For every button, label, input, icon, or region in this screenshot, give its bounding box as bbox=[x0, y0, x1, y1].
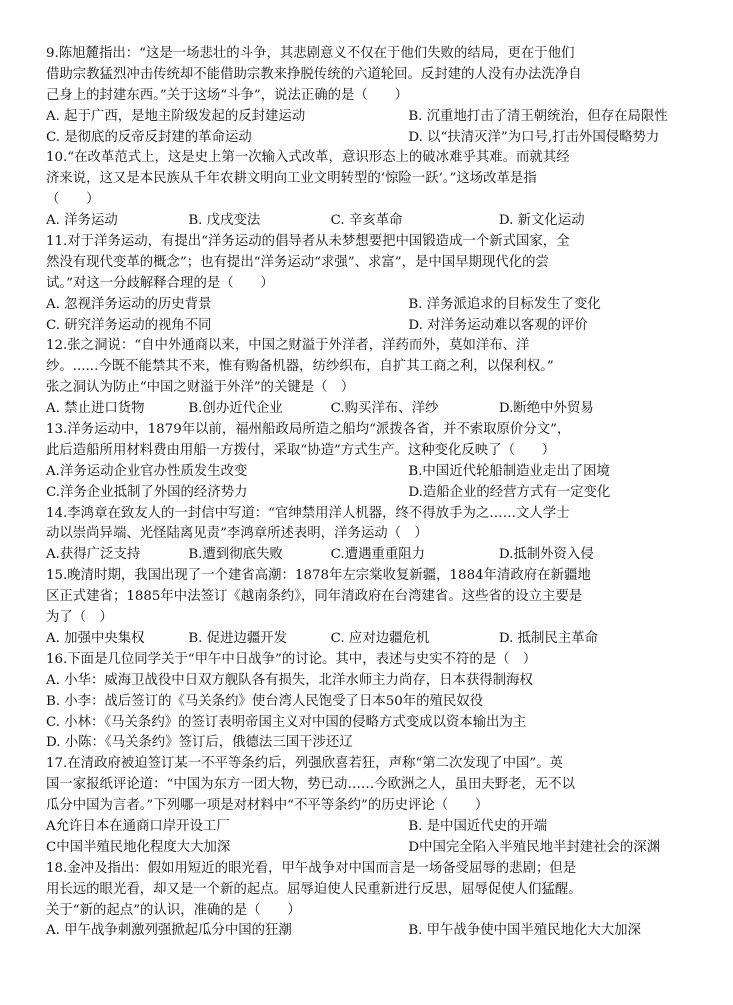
option-a: A允许日本在通商口岸开设工厂 bbox=[46, 818, 230, 834]
option-d: D.断绝中外贸易 bbox=[498, 401, 594, 417]
option-b: B. 洋务派追求的目标发生了变化 bbox=[408, 296, 601, 312]
option-a: A.洋务运动企业官办性质发生改变 bbox=[46, 463, 248, 479]
option-row bbox=[46, 629, 693, 650]
option-row bbox=[46, 483, 693, 504]
question-text: 16.下面是几位同学关于“甲午中日战争”的讨论。其中，表述与史实不符的是（ ） bbox=[46, 651, 537, 667]
option-a: A. 禁止进口货物 bbox=[46, 401, 145, 417]
question-text: 12.张之洞说：“自中外通商以来，中国之财溢于外洋者，洋药而外，莫如洋布、洋 bbox=[46, 338, 530, 354]
option-c: C.遭遇重重阻力 bbox=[330, 547, 426, 563]
question-text: 关于“新的起点”的认识，准确的是（ ） bbox=[46, 902, 301, 918]
option-row bbox=[46, 316, 693, 337]
option-a: A. 起于广西，是地主阶级发起的反封建运动 bbox=[46, 108, 306, 124]
option-c: C.购买洋布、洋纱 bbox=[330, 401, 439, 417]
question-text: 试。”对这一分歧解释合理的是（ ） bbox=[46, 275, 274, 291]
option-b: B. 是中国近代史的开端 bbox=[408, 818, 548, 834]
question-text: 济来说，这又是本民族从千年农耕文明向工业文明转型的‘惊险一跃’。”这场改革是指 bbox=[46, 171, 537, 187]
question-text: 借助宗教猛烈冲击传统却不能借助宗教来挣脱传统的六道轮回。反封建的人没有办法洗净自 bbox=[46, 66, 582, 82]
option-a: A. 加强中央集权 bbox=[46, 630, 145, 646]
option-row bbox=[46, 462, 693, 483]
option-row bbox=[46, 921, 693, 942]
question-text: 己身上的封建东西。”关于这场“斗争”，说法正确的是（ ） bbox=[46, 87, 408, 103]
option-row bbox=[46, 817, 693, 838]
option-d: D. 对洋务运动难以客观的评价 bbox=[408, 317, 588, 333]
question-15 bbox=[46, 566, 693, 650]
question-text: 纱。......今既不能禁其不来，惟有购备机器，纺纱织布，自扩其工商之利，以保利权。” bbox=[46, 359, 554, 375]
option-c: C. 小林：《马关条约》的签订表明帝国主义对中国的侵略方式变成以资本输出为主 bbox=[46, 714, 527, 730]
question-text: 11.对于洋务运动，有提出“洋务运动的倡导者从未梦想要把中国锻造成一个新式国家，全 bbox=[46, 234, 570, 250]
question-text: 然没有现代变革的概念”；也有提出“洋务运动“求强”、求富”，是中国早期现代化的尝 bbox=[46, 254, 549, 270]
option-a: A. 洋务运动 bbox=[46, 213, 118, 229]
question-text: 瓜分中国为言者。”下列哪一项是对材料中“不平等条约”的历史评论（ ） bbox=[46, 798, 489, 814]
question-text: 18.金冲及指出：假如用短近的眼光看，甲午战争对中国而言是一场备受屈辱的悲剧；但是 bbox=[46, 860, 577, 876]
option-a: A. 忽视洋务运动的历史背景 bbox=[46, 296, 212, 312]
option-a: A. 小华：威海卫战役中日双方舰队各有损失，北洋水师主力尚存，日本获得制海权 bbox=[46, 672, 533, 688]
option-row bbox=[46, 838, 693, 859]
option-a: A. 甲午战争刺激列强掀起瓜分中国的狂潮 bbox=[46, 923, 292, 939]
question-18 bbox=[46, 859, 693, 943]
question-text: 15.晚清时期，我国出现了一个建省高潮：1878年左宗棠收复新疆，1884年清政府在新疆地 bbox=[46, 568, 591, 584]
option-row bbox=[46, 545, 693, 566]
question-text: 动以崇尚异端、光怪陆离见责”李鸿章所述表明，洋务运动（ ） bbox=[46, 526, 428, 542]
question-12 bbox=[46, 336, 693, 420]
option-row bbox=[46, 399, 693, 420]
option-c: C. 应对边疆危机 bbox=[330, 630, 430, 646]
option-row bbox=[46, 211, 693, 232]
option-d: D中国完全陷入半殖民地半封建社会的深渊 bbox=[408, 839, 661, 855]
question-14 bbox=[46, 504, 693, 567]
option-d: D.抵制外资入侵 bbox=[498, 547, 594, 563]
question-text: 此后造船所用材料费由用船一方拨付，采取“协造”方式生产。这种变化反映了（ ） bbox=[46, 442, 556, 458]
option-d: D. 新文化运动 bbox=[498, 213, 585, 229]
option-b: B. 小李：战后签订的《马关条约》使台湾人民饱受了日本50年的殖民奴役 bbox=[46, 693, 484, 709]
option-d: D. 以“扶清灭洋”为口号,打击外国侵略势力 bbox=[408, 129, 660, 145]
option-a: A.获得广泛支持 bbox=[46, 547, 141, 563]
option-d: D.造船企业的经营方式有一定变化 bbox=[408, 484, 611, 500]
option-d: D. 小陈：《马关条约》签订后，俄德法三国干涉还辽 bbox=[46, 735, 353, 751]
option-row bbox=[46, 295, 693, 316]
option-c: C.洋务企业抵制了外国的经济势力 bbox=[46, 484, 248, 500]
question-text: 用长远的眼光看，却又是一个新的起点。屈辱迫使人民重新进行反思，屈辱促使人们猛醒。 bbox=[46, 881, 582, 897]
question-text: 14.李鸿章在致友人的一封信中写道：“官绅禁用洋人机器，终不得放手为之……文人学士 bbox=[46, 505, 570, 521]
option-c: C中国半殖民地化程度大大加深 bbox=[46, 839, 231, 855]
question-11 bbox=[46, 232, 693, 336]
option-b: B. 戊戌变法 bbox=[188, 213, 261, 229]
option-b: B. 促进边疆开发 bbox=[188, 630, 288, 646]
option-c: C. 研究洋务运动的视角不同 bbox=[46, 317, 212, 333]
question-10 bbox=[46, 148, 693, 232]
question-13 bbox=[46, 420, 693, 504]
option-b: B. 沉重地打击了清王朝统治，但存在局限性 bbox=[408, 108, 668, 124]
question-16 bbox=[46, 650, 693, 754]
question-text: 13.洋务运动中，1879年以前，福州船政局所造之船均“派拨各省，并不索取原价分文”， bbox=[46, 422, 571, 438]
option-b: B.遭到彻底失败 bbox=[188, 547, 283, 563]
question-text: 为了（ ） bbox=[46, 610, 113, 626]
option-c: C. 是彻底的反帝反封建的革命运动 bbox=[46, 129, 252, 145]
option-row bbox=[46, 128, 693, 149]
question-text: 国一家报纸评论道：“中国为东方一团大物，势已动……今欧洲之人，虽田夫野老，无不以 bbox=[46, 777, 576, 793]
question-text: 17.在清政府被迫签订某一不平等条约后，列强欣喜若狂，声称“第二次发现了中国”。英 bbox=[46, 756, 564, 772]
option-b: B. 甲午战争使中国半殖民地化大大加深 bbox=[408, 923, 641, 939]
option-row bbox=[46, 107, 693, 128]
question-text: 区正式建省；1885年中法签订《越南条约》，同年清政府在台湾建省。这些省的设立主要是 bbox=[46, 589, 583, 605]
option-d: D. 抵制民主革命 bbox=[498, 630, 598, 646]
question-17 bbox=[46, 754, 693, 858]
option-b: B.创办近代企业 bbox=[188, 401, 283, 417]
question-text: （ ） bbox=[46, 192, 100, 208]
option-b: B.中国近代轮船制造业走出了困境 bbox=[408, 463, 610, 479]
question-text: 10.“在改革范式上，这是史上第一次输入式改革，意识形态上的破冰难乎其难。而就其经 bbox=[46, 150, 570, 166]
question-text: 9.陈旭麓指出：“这是一场悲壮的斗争，其悲剧意义不仅在于他们失败的结局，更在于他们 bbox=[46, 46, 575, 61]
question-9 bbox=[46, 44, 693, 148]
option-c: C. 辛亥革命 bbox=[330, 213, 403, 229]
question-text: 张之洞认为防止“中国之财溢于外洋”的关键是（ ） bbox=[46, 380, 355, 396]
